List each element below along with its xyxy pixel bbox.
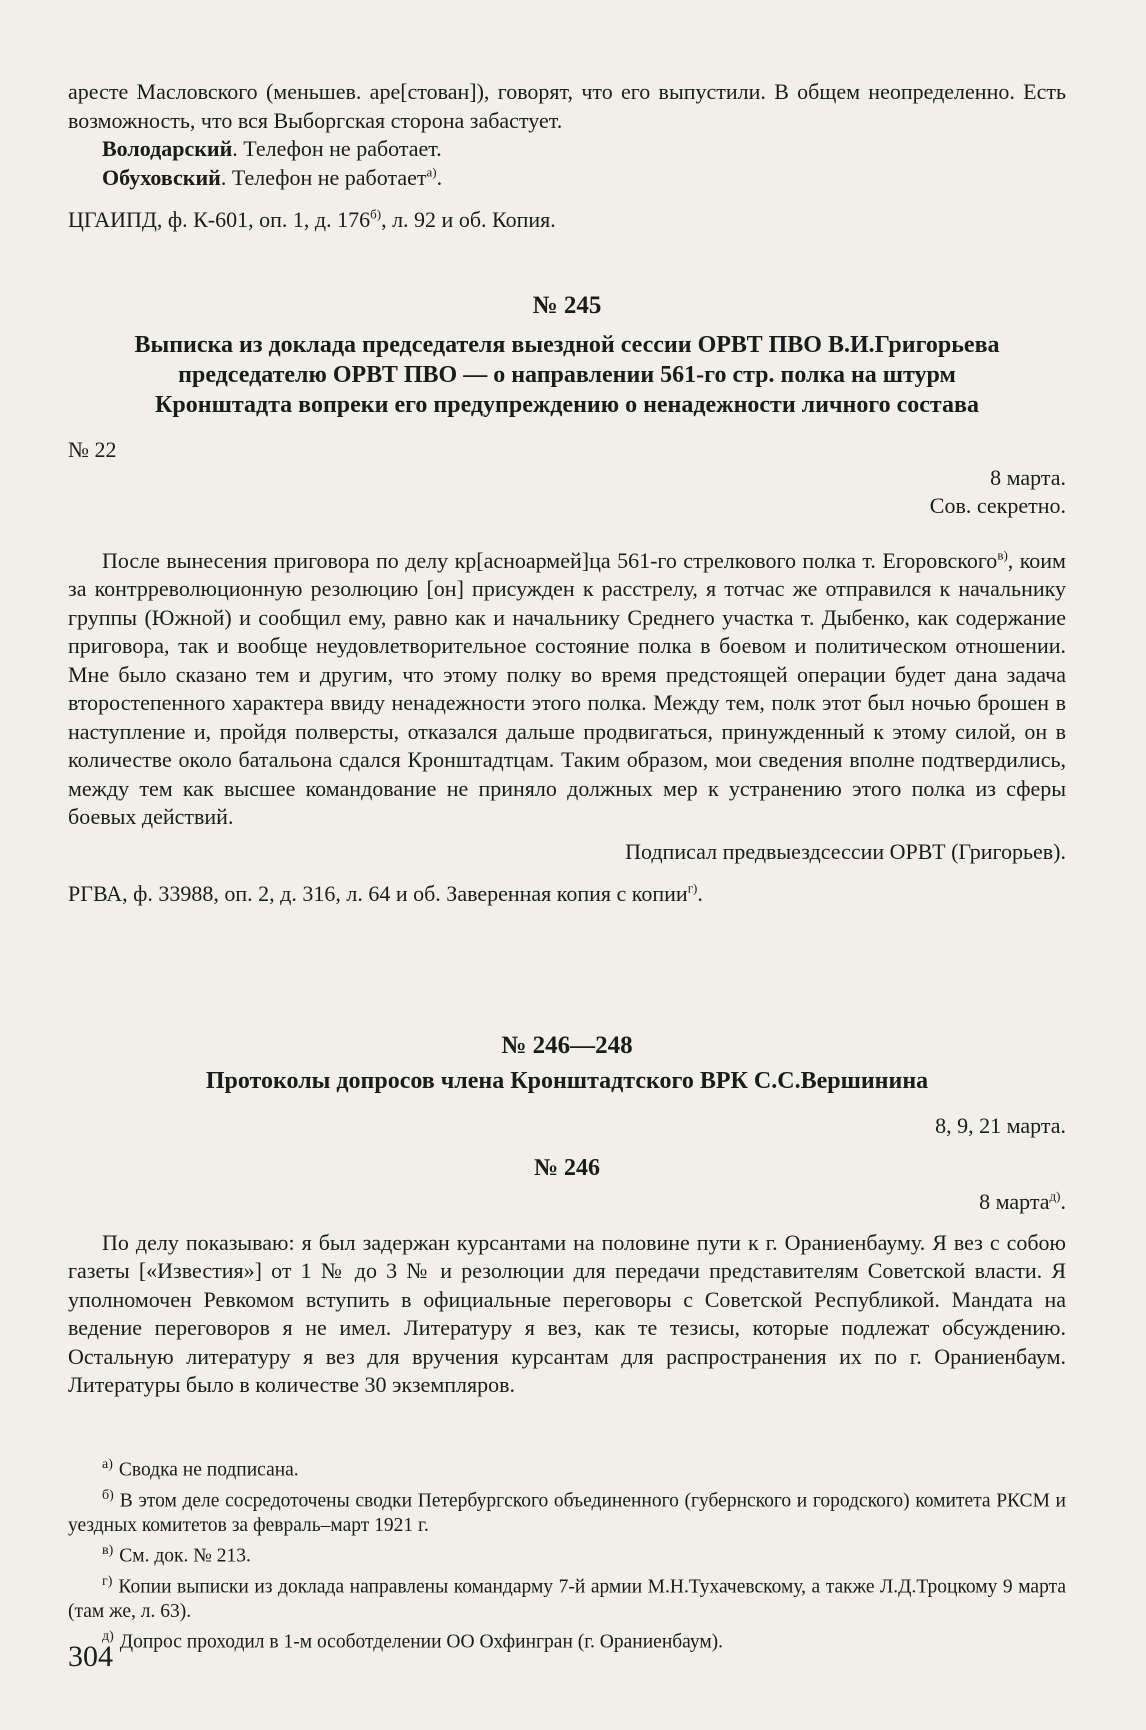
footnote-mark: в) (102, 1543, 114, 1558)
document-date: 8 марта. (990, 464, 1066, 490)
page-number: 304 (68, 1640, 113, 1673)
document-number: № 245 (532, 292, 602, 319)
report-paragraph: аресте Масловского (меньшев. аре[стован]), говорят, что его выпустили. В общем неопределенно. Есть возможность, что вся Выборгская сторона забастует. (68, 79, 1066, 133)
footnotes (68, 1452, 1066, 1655)
volodarsky-line: Володарский. Телефон не работает. (102, 136, 442, 161)
document-number: № 246—248 (501, 1032, 633, 1059)
document-title: Выписка из доклада председателя выездной сессии ОРВТ ПВО В.И.Григорьева председателю ОРВТ ПВО — о направлении 561-го стр. полка на штурм Кронштадта вопреки его предупреждению о ненадежности личного состава (134, 332, 1000, 418)
footnote-mark: б) (102, 1487, 114, 1503)
document-body: По делу показываю: я был задержан курсантами на половине пути к г. Ораниенбауму. Я вез с собою газеты [«Известия»] от 1 № до 3 № и резолюции для передачи представителям Советской власти. Я уполномочен Ревкомом вступить в официальные переговоры с Советской Республикой. Мандата на ведение переговоров я не имел. Литературу я вез, как те тезисы, которые подлежат обсуждению. Остальную литературу я вез для вручения курсантам для распространения их по г. Ораниенбаум. Литературы было в количестве 30 экземпляров. (68, 1229, 1066, 1397)
footnote-mark: а) (102, 1457, 113, 1472)
footnote-ref: г) (687, 880, 698, 896)
footnote-ref: б) (370, 206, 382, 222)
document-246 (68, 1155, 1066, 1400)
footnote-ref: д) (1049, 1188, 1061, 1204)
footnote-ref: а) (426, 164, 437, 180)
district-name: Обуховский (102, 164, 221, 190)
registration-number: № 22 (68, 437, 117, 462)
document-title: Протоколы допросов члена Кронштадтского ВРК С.С.Вершинина (205, 1068, 929, 1094)
document-246-248 (68, 1032, 1066, 1141)
archive-reference: РГВА, ф. 33988, оп. 2, д. 316, л. 64 и об. Заверенная копия с копии$^{г)}$. (68, 880, 703, 906)
secrecy-stamp: Сов. секретно. (929, 493, 1066, 518)
footnote: $^{г)}$ Копии выписки из доклада направлены командарму 7-й армии М.Н.Тухачевскому, а также Л.Д.Троцкому 9 марта (там же, л. 63). (68, 1573, 1066, 1622)
signature: Подписал предвыездсессии ОРВТ (Григорьев). (625, 838, 1066, 864)
footnote: $^{в)}$ См. док. № 213. (102, 1543, 251, 1567)
document-number: № 246 (533, 1155, 601, 1181)
document-body: После вынесения приговора по делу кр[асноармей]ца 561-го стрелкового полка т. Егоровского$^{в)}$, коим за контрреволюционную резолюцию [он] присужден к расстрелу, я тотчас же отправился к начальнику группы (Южной) и сообщил ему, равно как и начальнику Среднего участка т. Дыбенко, как содержание приговора, так и вообще неудовлетворительное состояние полка в боевом и политическом отношении. Мне было сказано тем и другим, что этому полку во время предстоящей операции будет дана задача второстепенного характера ввиду ненадежности этого полка. Между тем, полк этот был ночью брошен в наступление и, пройдя полверсты, отказался дальше продвигаться, принужденный к этому силой, он в количестве около батальона сдался Кронштадтцам. Таким образом, мои сведения вполне подтвердились, между тем как высшее командование не приняло должных мер к устранению этого полка из сферы боевых действий. (68, 547, 1066, 829)
top-continuation (68, 78, 1066, 235)
document-245 (68, 292, 1066, 909)
footnote-mark: г) (102, 1573, 113, 1589)
footnote-ref: в) (997, 547, 1008, 563)
footnote: $^{д)}$ Допрос проходил в 1-м особотделении ОО Охфингран (г. Ораниенбаум). (102, 1629, 724, 1653)
footnote: $^{б)}$ В этом деле сосредоточены сводки Петербургского объединенного (губернского и городского) комитета РКСМ и уездных комитетов за февраль–март 1921 г. (68, 1487, 1066, 1536)
footnote-mark: д) (102, 1629, 114, 1644)
document-date: 8 марта$^{д)}$. (979, 1188, 1066, 1214)
footnote: $^{а)}$ Сводка не подписана. (102, 1457, 299, 1481)
district-name: Володарский (102, 136, 233, 161)
document-dates: 8, 9, 21 марта. (935, 1113, 1066, 1138)
obukhovsky-line: Обуховский. Телефон не работает$^{а)}$. (102, 164, 443, 190)
archive-reference: ЦГАИПД, ф. К-601, оп. 1, д. $176^{б)}$, л. 92 и об. Копия. (68, 206, 556, 232)
